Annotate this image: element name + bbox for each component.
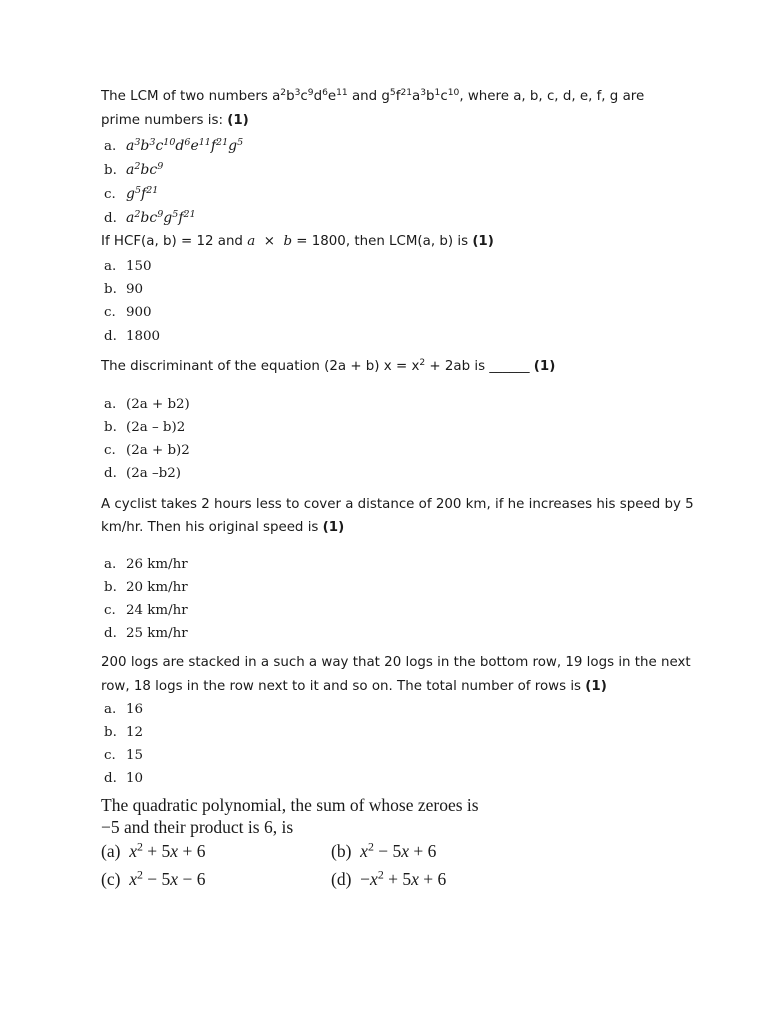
- q3-option-b: b. (2a – b)2: [104, 420, 186, 435]
- q2-option-b: b. 90: [104, 282, 144, 297]
- q1-option-d: d. $a^2bc^9g^5f^{21}$: [104, 208, 196, 226]
- q3-option-c: c. (2a + b)2: [104, 443, 190, 458]
- q1-stem-line2: prime numbers is: (1): [101, 113, 249, 128]
- q6-stem-line1: The quadratic polynomial, the sum of whose zeroes is: [101, 795, 479, 815]
- q5-option-d: d. 10: [104, 771, 144, 786]
- q4-stem-line2: km/hr. Then his original speed is (1): [101, 520, 345, 535]
- q2-stem: If HCF(a, b) = 12 and a × b = 1800, then LCM(a, b) is (1): [101, 234, 494, 249]
- q6-options-row2: [101, 869, 521, 890]
- q5-option-a: a. 16: [104, 702, 144, 717]
- q5-stem-line2: row, 18 logs in the row next to it and so on. The total number of rows is (1): [101, 679, 607, 694]
- q3-stem: The discriminant of the equation (2a + b) $x = x^2 + 2ab$ is ______ (1): [101, 358, 556, 374]
- q5-option-b: b. 12: [104, 725, 144, 740]
- q4-marks: (1): [322, 520, 345, 535]
- q4-option-d: d. 25 km/hr: [104, 626, 188, 641]
- q6-option-d: $(d) -x^2 + 5x + 6$: [331, 867, 447, 889]
- q2-marks: (1): [472, 234, 494, 249]
- q4-stem-line1: A cyclist takes 2 hours less to cover a distance of 200 km, if he increases his speed by 5: [101, 497, 694, 512]
- q6-options-row1: [101, 841, 521, 862]
- q4-option-a: a. 26 km/hr: [104, 557, 188, 572]
- q5-marks: (1): [585, 679, 607, 694]
- q6-option-b: (b) $x^2 - 5x + 6$: [331, 839, 437, 861]
- q1-marks: (1): [227, 113, 249, 128]
- q4-option-c: c. 24 km/hr: [104, 603, 188, 618]
- q6-stem-line2: −5 and their product is 6, is: [101, 817, 294, 837]
- q3-option-a: a. (2a + b2): [104, 397, 190, 412]
- q5-option-c: c. 15: [104, 748, 144, 763]
- q3-option-d: d. (2a –b2): [104, 466, 181, 481]
- q5-stem-line1: 200 logs are stacked in a such a way that 20 logs in the bottom row, 19 logs in the next: [101, 655, 691, 670]
- q2-option-a: a. 150: [104, 259, 152, 274]
- q6-option-a: (a) $x^2 + 5x + 6$: [101, 839, 206, 861]
- q3-marks: (1): [533, 359, 556, 374]
- q2-option-c: c. 900: [104, 305, 152, 320]
- q1-option-b: b. $a^2bc^9$: [104, 160, 164, 178]
- q1-option-a: a. $a^3b^3c^{10}d^6e^{11}f^{21}g^5$: [104, 136, 244, 154]
- q6-option-c: (c) $x^2 - 5x - 6$: [101, 867, 206, 889]
- q4-option-b: b. 20 km/hr: [104, 580, 188, 595]
- q1-stem-line1: The LCM of two numbers $a^2b^3c^9d^6e^{11}$ and $g^5f^{21}a^3b^1c^{10}$, where a, b, c, d, e, f, g are: [101, 88, 645, 104]
- q1-option-c: c. $g^5f^{21}$: [104, 184, 159, 202]
- q2-option-d: d. 1800: [104, 329, 161, 344]
